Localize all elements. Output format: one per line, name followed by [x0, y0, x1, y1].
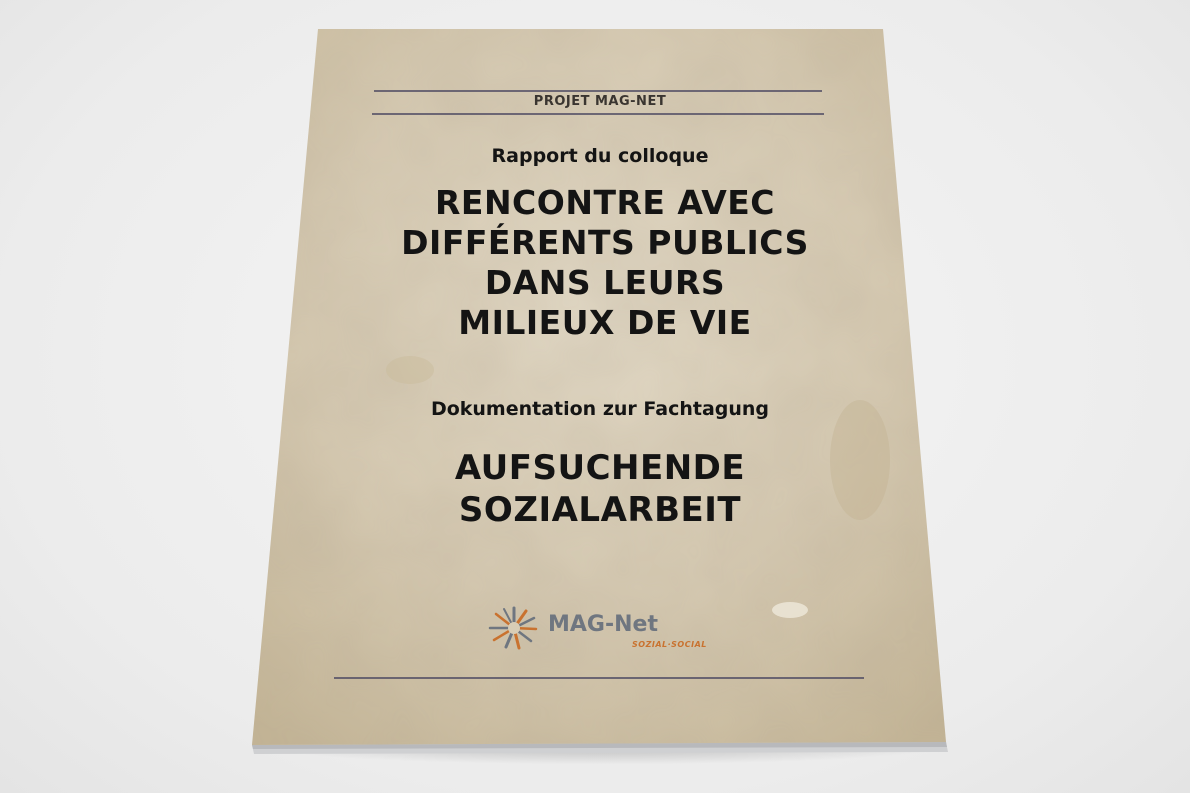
logo-name: MAG-Net: [548, 612, 658, 637]
magnet-logo: [486, 604, 726, 654]
title-de: [380, 447, 820, 531]
subtitle-de: Dokumentation zur Fachtagung: [430, 398, 770, 420]
starburst-logo-icon: [486, 604, 542, 652]
title-de-line: AUFSUCHENDE: [454, 448, 746, 488]
logo-tagline: SOZIAL·SOCIAL: [632, 640, 707, 649]
title-fr: [340, 183, 870, 343]
title-fr-line: DIFFÉRENTS PUBLICS: [401, 223, 809, 262]
subtitle-fr: Rapport du colloque: [491, 145, 709, 167]
title-de-line: SOZIALARBEIT: [458, 490, 742, 530]
title-fr-line: RENCONTRE AVEC: [434, 183, 775, 222]
series-label: PROJET MAG-NET: [533, 94, 667, 109]
title-fr-line: DANS LEURS: [484, 263, 726, 302]
title-fr-line: MILIEUX DE VIE: [458, 303, 752, 342]
